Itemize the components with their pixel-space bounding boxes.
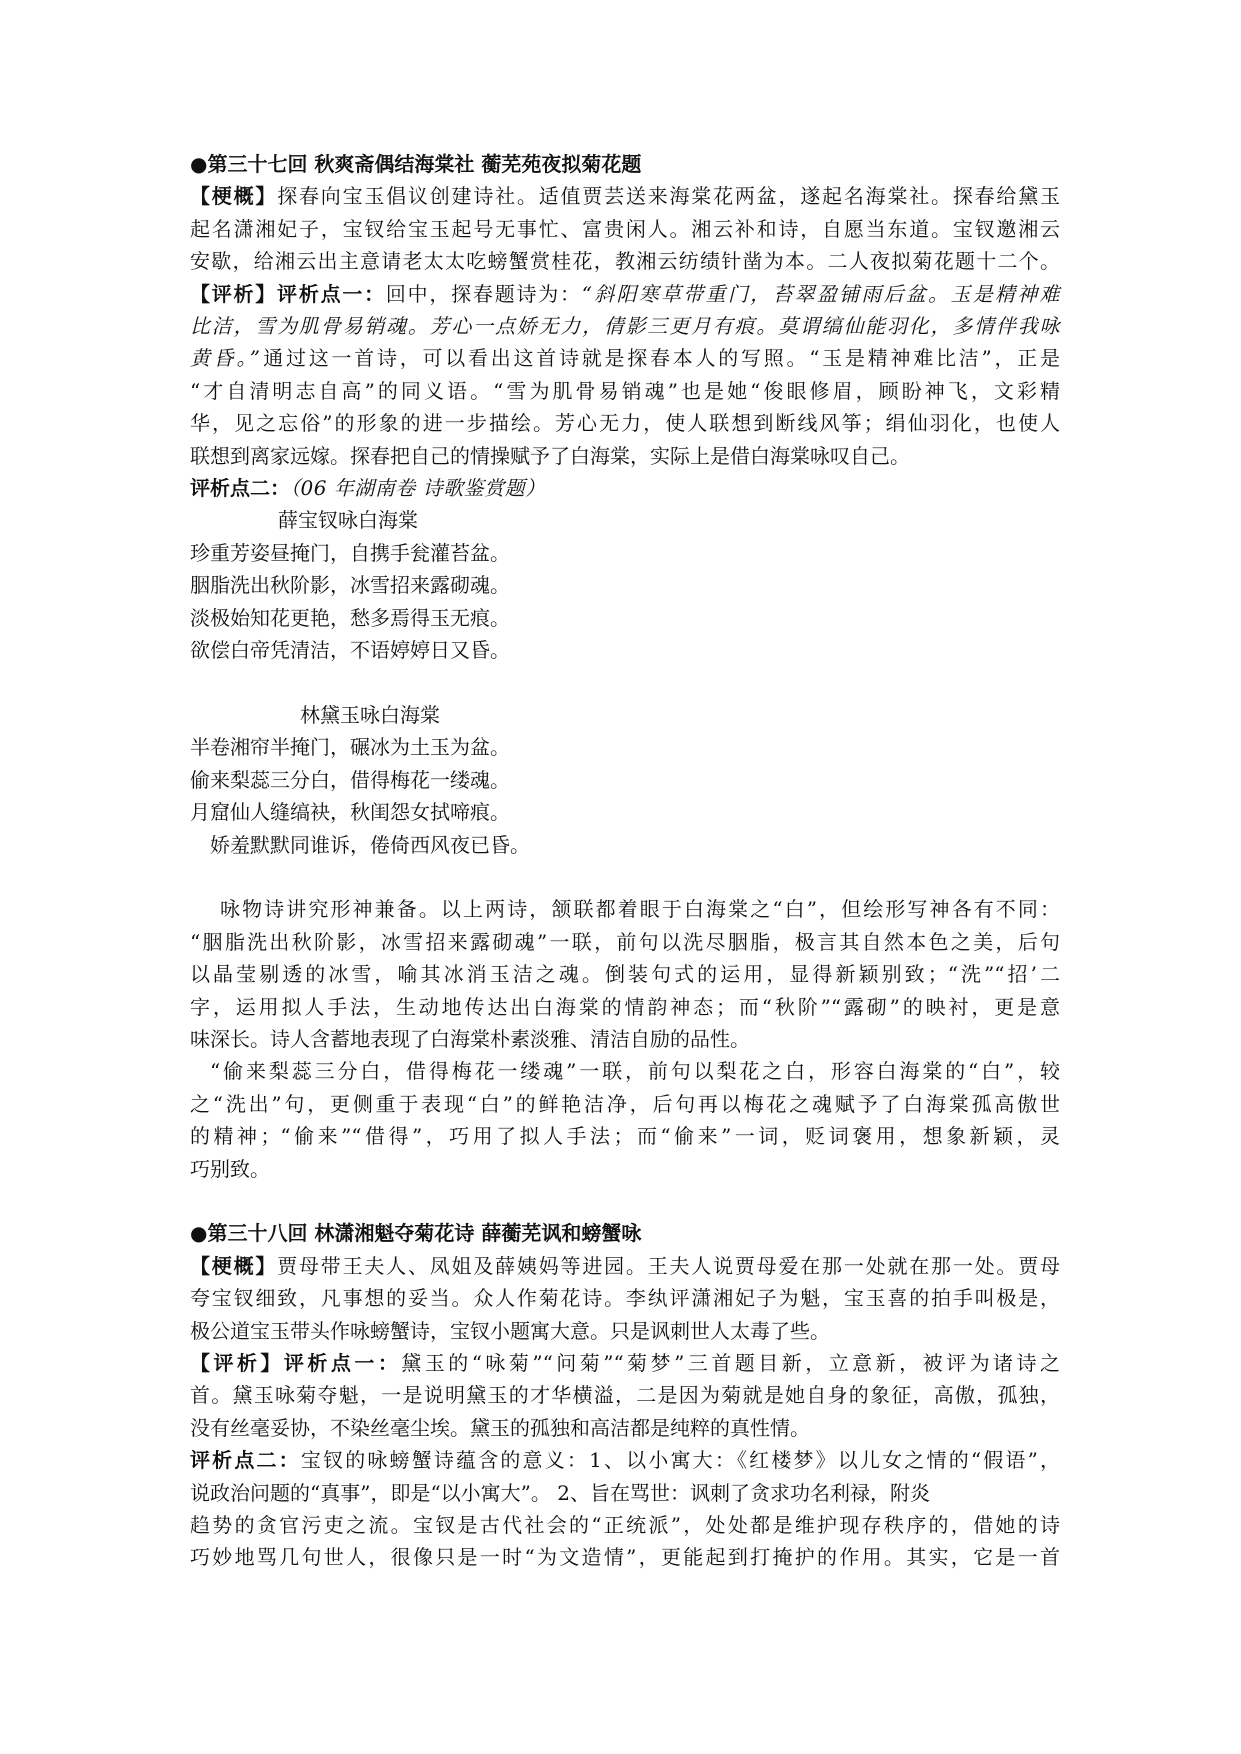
poem1-line-1: 珍重芳姿昼掩门，自携手瓮灌苔盆。: [190, 540, 510, 565]
para2-line-2: 之“洗出”句，更侧重于表现“白”的鲜艳洁净，后句再以梅花之魂赋予了白海棠孤高傲世: [190, 1091, 1060, 1116]
ch38-analysis1-line-2: 首。黛玉咏菊夺魁，一是说明黛玉的才华横溢，二是因为菊就是她自身的象征，高傲，孤独，: [190, 1383, 1060, 1408]
poem2-line-2: 偷来梨蕊三分白，借得梅花一缕魂。: [190, 767, 510, 792]
analysis-tail: 通过这一首诗，可以看出这首诗就是探春本人的写照。“玉是精神难比洁”，正是: [260, 346, 1060, 371]
poem-tail: 黄昏。”: [190, 346, 261, 371]
analysis-text: 黛玉的“咏菊”“问菊”“菊梦”三首题目新，立意新，被评为诸诗之: [401, 1350, 1060, 1375]
ch38-summary-line-2: 夸宝钗细致，凡事想的妥当。众人作菊花诗。李纨评潇湘妃子为魁，宝玉喜的拍手叫极是，: [190, 1286, 1060, 1311]
ch38-analysis1-line-1: [190, 1347, 1060, 1379]
para1-line-1: 咏物诗讲究形神兼备。以上两诗，颔联都着眼于白海棠之“白”，但绘形写神各有不同：: [220, 897, 1060, 922]
poem2-line-1: 半卷湘帘半掩门，碾冰为土玉为盆。: [190, 735, 510, 760]
ch37-analysis-line-4: “才自清明志自高”的同义语。“雪为肌骨易销魂”也是她“俊眼修眉，顾盼神飞，文彩精: [190, 378, 1060, 403]
ch37-summary-line-2: 起名潇湘妃子，宝钗给宝玉起号无事忙、富贵闲人。湘云补和诗，自愿当东道。宝钗邀湘云: [190, 216, 1060, 241]
point2-label: 评析点二：: [190, 1448, 301, 1473]
para1-line-4: 字，运用拟人手法，生动地传达出白海棠的情韵神态；而“秋阶”“露砌”的映衬，更是意: [190, 994, 1060, 1019]
ch37-analysis-line-6: 联想到离家远嫁。探春把自己的情操赋予了白海棠，实际上是借白海棠咏叹自己。: [190, 443, 910, 468]
ch37-summary-line-1: [190, 180, 1060, 212]
para2-line-4: 巧别致。: [190, 1156, 270, 1181]
para1-line-5: 味深长。诗人含蓄地表现了白海棠朴素淡雅、清洁自励的品性。: [190, 1026, 750, 1051]
spacer: [190, 1185, 1060, 1217]
ch38-analysis1-line-3: 没有丝毫妥协，不染丝毫尘埃。黛玉的孤独和高洁都是纯粹的真性情。: [190, 1415, 810, 1440]
poem2-title: 林黛玉咏白海棠: [300, 702, 440, 727]
analysis-label: 【评析】评析点一：: [190, 281, 386, 306]
spacer: [190, 861, 1060, 893]
ch37-analysis-line-5: 华，见之忘俗”的形象的进一步描绘。芳心无力，使人联想到断线风筝；绢仙羽化，也使人: [190, 411, 1060, 436]
chapter-37-heading: ●第三十七回 秋爽斋偶结海棠社 蘅芜苑夜拟菊花题: [190, 152, 642, 176]
chapter-38-heading: ●第三十八回 林潇湘魁夺菊花诗 薛蘅芜讽和螃蟹咏: [190, 1221, 642, 1246]
ch38-summary-line-1: [190, 1250, 1060, 1282]
poem1-title: 薛宝钗咏白海棠: [278, 508, 418, 533]
ch37-point2: [190, 472, 1060, 504]
point2-label: 评析点二：: [190, 476, 290, 501]
para2-line-1: “偷来梨蕊三分白，借得梅花一缕魂”一联，前句以梨花之白，形容白海棠的“白”，较: [210, 1059, 1060, 1084]
ch37-analysis-line-1: [190, 278, 1060, 310]
para2-line-3: 的精神；“偷来”“借得”，巧用了拟人手法；而“偷来”一词，贬词褒用，想象新颖，灵: [190, 1124, 1060, 1149]
summary-label: 【梗概】: [190, 184, 278, 209]
analysis2-text: 宝钗的咏螃蟹诗蕴含的意义：1、以小寓大：《红楼梦》以儿女之情的“假语”，: [300, 1448, 1060, 1473]
ch38-analysis2-line-1: [190, 1444, 1060, 1476]
ch37-analysis-line-2: 比洁，雪为肌骨易销魂。芳心一点娇无力，倩影三更月有痕。莫谓缟仙能羽化，多情伴我咏: [190, 314, 1060, 339]
poem1-line-4: 欲偿白帝凭清洁，不语婷婷日又昏。: [190, 638, 510, 663]
summary-label: 【梗概】: [190, 1253, 278, 1278]
poem2-line-4: 娇羞默默同谁诉，倦倚西风夜已昏。: [210, 832, 530, 857]
ch38-analysis2-line-2: 说政治问题的“真事”，即是“以小寓大”。 2、旨在骂世：讽刺了贪求功名利禄，附炎: [190, 1480, 930, 1505]
summary-text: 探春向宝玉倡议创建诗社。适值贾芸送来海棠花两盆，遂起名海棠社。探春给黛玉: [277, 184, 1061, 209]
ch37-analysis-line-3: [190, 342, 1060, 374]
poem1-line-3: 淡极始知花更艳，愁多焉得玉无痕。: [190, 605, 510, 630]
document-page: [190, 148, 1060, 1574]
para1-line-2: “胭脂洗出秋阶影，冰雪招来露砌魂”一联，前句以洗尽胭脂，极言其自然本色之美，后句: [190, 929, 1060, 954]
ch37-summary-line-3: 安歇，给湘云出主意请老太太吃螃蟹赏桂花，教湘云纺绩针凿为本。二人夜拟菊花题十二个。: [190, 249, 1060, 274]
poem1-line-2: 胭脂洗出秋阶影，冰雪招来露砌魂。: [190, 573, 510, 598]
summary-text: 贾母带王夫人、凤姐及薛姨妈等进园。王夫人说贾母爱在那一处就在那一处。贾母: [277, 1253, 1061, 1278]
analysis-text: 回中，探春题诗为：: [385, 281, 582, 306]
analysis-label: 【评析】评析点一：: [190, 1350, 402, 1375]
spacer: [190, 667, 1060, 699]
para1-line-3: 以晶莹剔透的冰雪，喻其冰消玉洁之魂。倒装句式的运用，显得新颖别致；“洗”“招’二: [190, 962, 1060, 987]
poem2-line-3: 月窟仙人缝缟袂，秋闺怨女拭啼痕。: [190, 800, 510, 825]
tanchun-poem-inline: “斜阳寒草带重门，苔翠盈铺雨后盆。玉是精神难: [581, 281, 1061, 306]
ch38-analysis2-line-3: 趋势的贪官污吏之流。宝钗是古代社会的“正统派”，处处都是维护现存秩序的，借她的诗: [190, 1513, 1060, 1538]
ch38-summary-line-3: 极公道宝玉带头作咏螃蟹诗，宝钗小题寓大意。只是讽刺世人太毒了些。: [190, 1318, 830, 1343]
point2-note: （06 年湖南卷 诗歌鉴赏题）: [290, 476, 546, 501]
ch38-analysis2-line-4: 巧妙地骂几句世人，很像只是一时“为文造情”，更能起到打掩护的作用。其实，它是一首: [190, 1545, 1060, 1570]
